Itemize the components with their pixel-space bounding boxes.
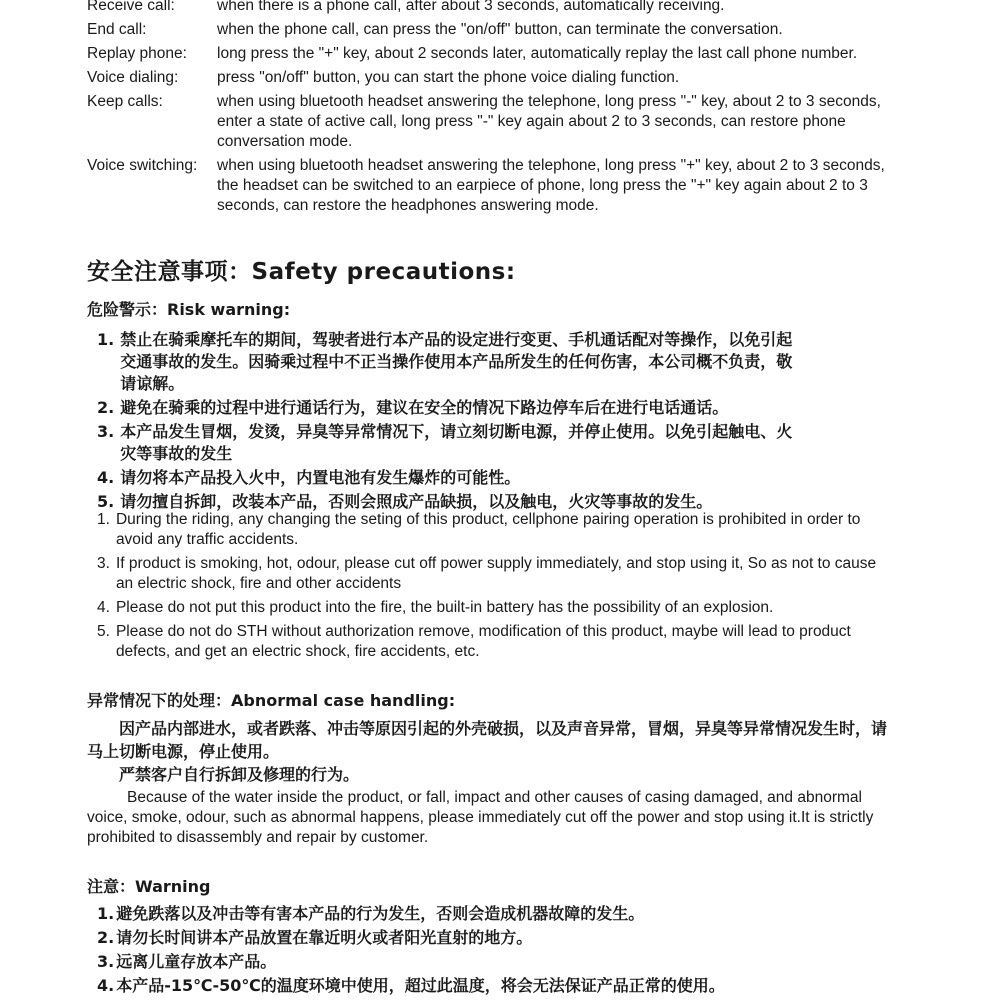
item-number: 2. (97, 928, 115, 947)
function-description: when using bluetooth headset answering the telephone, long press "-" key, about 2 to 3 seconds, enter a state of active call, long press "-" key again about 2 to 3 seconds, can restore phone conversation mode. (217, 93, 881, 150)
function-label: Replay phone: (87, 45, 187, 62)
abnormal-handling-cn-paragraph: 因产品内部进水，或者跌落、冲击等原因引起的外壳破损，以及声音异常，冒烟，异臭等异常情况发生时，请马上切断电源，停止使用。 (87, 719, 888, 761)
function-label: Receive call: (87, 0, 175, 14)
item-number: 2. (97, 398, 115, 417)
item-text: Please do not put this product into the fire, the built-in battery has the possibility of an explosion. (115, 599, 774, 616)
function-label: Voice dialing: (87, 69, 179, 86)
call-functions-table (87, 0, 917, 216)
function-label: Voice switching: (87, 157, 198, 174)
function-description: when the phone call, can press the "on/off" button, can terminate the conversation. (217, 21, 783, 38)
list-item (97, 467, 902, 489)
item-number: 1. (97, 904, 115, 923)
function-description: when using bluetooth headset answering the telephone, long press "+" key, about 2 to 3 seconds, the headset can be switched to an earpiece of phone, long press the "+" key again about 2 to 3 seconds, can restore the headphones answering mode. (217, 157, 885, 214)
item-text: 避免跌落以及冲击等有害本产品的行为发生，否则会造成机器故障的发生。 (116, 904, 645, 923)
abnormal-handling-en-paragraph: Because of the water inside the product, or fall, impact and other causes of casing damaged, and abnormal voice, smoke, odour, such as abnormal happens, please immediately cut off the power and stop using it.It is strictly prohibited to disassembly and repair by customer. (87, 789, 874, 846)
warning-heading: 注意：Warning (87, 877, 211, 896)
list-item (97, 329, 902, 395)
item-text: 请勿长时间讲本产品放置在靠近明火或者阳光直射的地方。 (116, 928, 533, 947)
abnormal-handling-heading: 异常情况下的处理：Abnormal case handling: (87, 691, 456, 710)
item-number: 1. (97, 330, 115, 349)
function-row (87, 92, 917, 152)
list-item (97, 397, 902, 419)
item-number: 5. (97, 492, 115, 511)
function-label: End call: (87, 21, 147, 38)
function-row (87, 0, 917, 16)
function-row (87, 68, 917, 88)
list-item (97, 903, 902, 925)
safety-precautions-title: 安全注意事项：Safety precautions: (87, 259, 516, 285)
item-number: 4. (97, 976, 115, 995)
function-description: long press the "+" key, about 2 seconds later, automatically replay the last call phone number. (217, 45, 858, 62)
list-item (97, 510, 902, 550)
item-text: 远离儿童存放本产品。 (116, 952, 277, 971)
item-text: If product is smoking, hot, odour, please cut off power supply immediately, and stop using it, So as not to cause an electric shock, fire and other accidents (115, 555, 877, 592)
list-item (97, 421, 902, 465)
list-item (97, 554, 902, 594)
item-number: 3. (97, 555, 110, 572)
item-text: Please do not do STH without authorization remove, modification of this product, maybe will lead to product defects, and get an electric shock, fire accidents, etc. (115, 623, 851, 660)
item-text: 请勿擅自拆卸，改装本产品，否则会照成产品缺损，以及触电，火灾等事故的发生。 (120, 492, 713, 511)
list-item (97, 622, 902, 662)
item-text: 本产品发生冒烟，发烫，异臭等异常情况下，请立刻切断电源，并停止使用。以免引起触电、火 灾等事故的发生 (120, 422, 793, 463)
item-text: 请勿将本产品投入火中，内置电池有发生爆炸的可能性。 (120, 468, 521, 487)
function-row (87, 44, 917, 64)
list-item (97, 927, 902, 949)
abnormal-handling-cn-note: 严禁客户自行拆卸及修理的行为。 (119, 765, 360, 784)
item-number: 3. (97, 952, 115, 971)
list-item (97, 951, 902, 973)
function-row (87, 20, 917, 40)
risk-warning-heading: 危险警示：Risk warning: (87, 300, 291, 319)
item-text: 本产品-15℃-50℃的温度环境中使用，超过此温度，将会无法保证产品正常的使用。 (116, 976, 725, 995)
risk-warning-list-cn (97, 329, 902, 515)
item-number: 3. (97, 422, 115, 441)
list-item (97, 975, 902, 997)
function-description: when there is a phone call, after about 3 seconds, automatically receiving. (217, 0, 725, 14)
item-text: During the riding, any changing the seting of this product, cellphone pairing operation is prohibited in order to avoid any traffic accidents. (115, 511, 861, 548)
risk-warning-list-en (97, 510, 902, 666)
warning-list (97, 903, 902, 999)
function-row (87, 156, 917, 216)
item-number: 5. (97, 623, 110, 640)
item-number: 4. (97, 468, 115, 487)
abnormal-handling-body (87, 717, 902, 848)
item-text: 禁止在骑乘摩托车的期间，驾驶者进行本产品的设定进行变更、手机通话配对等操作，以免引起 交通事故的发生。因骑乘过程中不正当操作使用本产品所发生的任何伤害，本公司概不负责，敬 请谅解。 (120, 330, 793, 393)
item-number: 1. (97, 511, 110, 528)
item-number: 4. (97, 599, 110, 616)
list-item (97, 598, 902, 618)
function-description: press "on/off" button, you can start the phone voice dialing function. (217, 69, 680, 86)
item-text: 避免在骑乘的过程中进行通话行为，建议在安全的情况下路边停车后在进行电话通话。 (120, 398, 729, 417)
function-label: Keep calls: (87, 93, 163, 110)
